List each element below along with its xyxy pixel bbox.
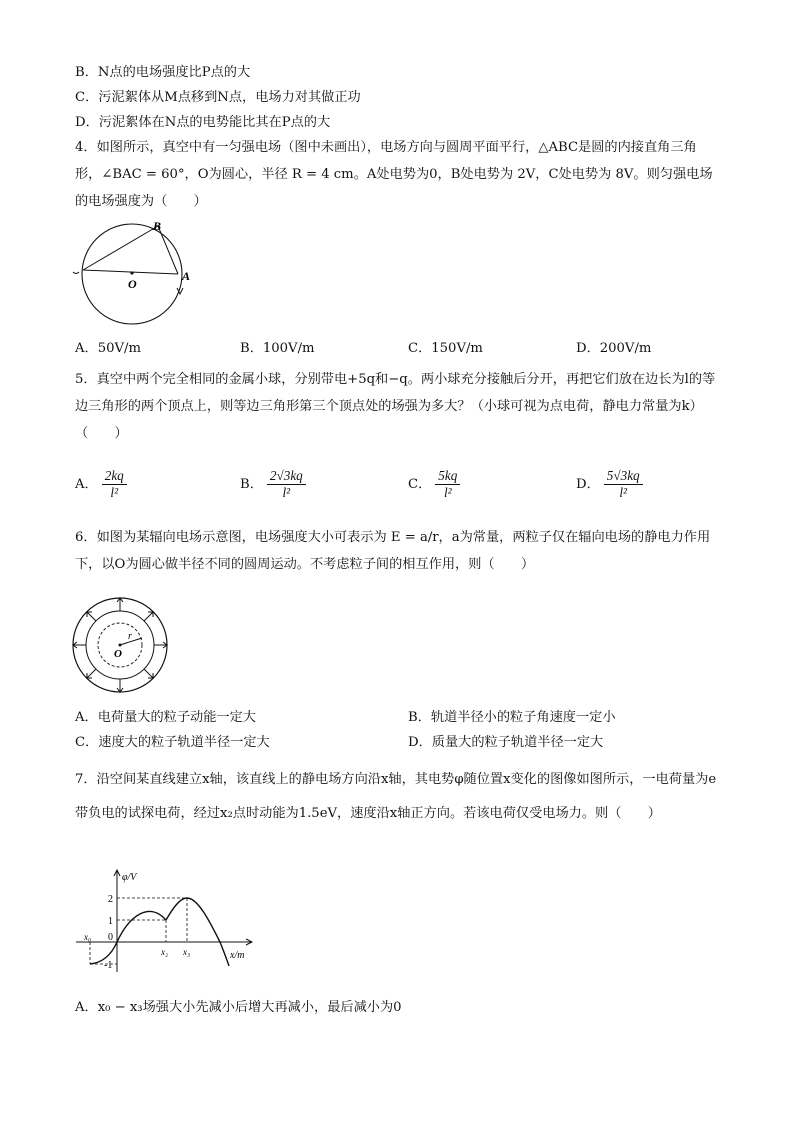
- q4-small-mark: [73, 272, 79, 274]
- q5-option-d: D． $\frac{5√3kq}{\text{l²}}$: [576, 468, 643, 501]
- q7-xtick-x0: x₀: [84, 932, 92, 942]
- q3-option-c: C．污泥絮体从M点移到N点，电场力对其做正功: [75, 90, 361, 105]
- q4-question-text: 4．如图所示，真空中有一匀强电场（图中未画出），电场方向与圆周平面平行，△ABC是圆的内接直角三角形，∠BAC = 60°，O为圆心，半径 R = 4 cm。A处电势为0，B处电势为 2V，C处电势为 8V。则匀强电场的电场强度为（ ）: [75, 140, 713, 209]
- q7-x-label: x/m: [230, 950, 245, 961]
- q4-option-c: C．150V/m: [408, 341, 483, 356]
- q6-label-o: O: [114, 648, 122, 660]
- q7-xtick-x2: x₂: [161, 947, 169, 957]
- q7-xtick-x3: x₃: [183, 947, 191, 957]
- q4-option-b: B．100V/m: [240, 341, 315, 356]
- q7-ytick-2: 2: [108, 894, 113, 905]
- q6-option-c: C．速度大的粒子轨道半径一定大: [75, 735, 270, 750]
- q6-center-dot: [119, 644, 122, 647]
- q3-option-d: D．污泥絮体在N点的电势能比其在P点的大: [75, 115, 331, 130]
- q6-option-d: D．质量大的粒子轨道半径一定大: [408, 735, 604, 750]
- q6-option-a: A．电荷量大的粒子动能一定大: [75, 710, 256, 725]
- q7-y-label: φ/V: [122, 872, 137, 883]
- q6-label-r: r: [128, 631, 132, 642]
- q6-option-b: B．轨道半径小的粒子角速度一定小: [408, 710, 616, 725]
- q6-radial-field-figure: [70, 595, 170, 695]
- q7-ytick-0: 0: [108, 932, 113, 943]
- q7-ytick-1: 1: [108, 916, 113, 927]
- q7-ytick-m1: -1: [104, 960, 113, 971]
- q4-circle-figure: [70, 218, 200, 330]
- q4-center-dot: [130, 271, 133, 274]
- q7-potential-chart: [70, 862, 260, 977]
- q5-option-c: C． $\frac{5kq}{\text{l²}}$: [408, 468, 460, 501]
- q4-label-a: A: [182, 269, 191, 283]
- q5-question-text: 5．真空中两个完全相同的金属小球，分别带电+5q和−q。两小球充分接触后分开，再把它们放在边长为l的等边三角形的两个顶点上，则等边三角形第三个顶点处的场强为多大？（小球可视为点电荷，静电力常量为k）（ ）: [75, 372, 716, 441]
- q5-option-a: A． $\frac{2kq}{\text{l²}}$: [75, 468, 127, 501]
- q5-option-b: B． $\frac{2√3kq}{\text{l²}}$: [240, 468, 306, 501]
- q4-label-b: B: [153, 219, 162, 233]
- q4-side-cb: [83, 226, 158, 270]
- q3-option-b: B．N点的电场强度比P点的大: [75, 65, 251, 80]
- q7-option-a: A．x₀ − x₃场强大小先减小后增大再减小，最后减小为0: [75, 1000, 402, 1015]
- q4-option-d: D．200V/m: [576, 341, 652, 356]
- q4-option-a: A．50V/m: [75, 341, 141, 356]
- q6-question-text: 6．如图为某辐向电场示意图，电场强度大小可表示为 E = a/r，a为常量，两粒子仅在辐向电场的静电力作用下，以O为圆心做半径不同的圆周运动。不考虑粒子间的相互作用，则（ ）: [75, 530, 711, 572]
- q4-side-ba: [158, 226, 178, 274]
- q4-label-o: O: [128, 277, 137, 291]
- q7-question-text: 7．沿空间某直线建立x轴，该直线上的静电场方向沿x轴，其电势φ随位置x变化的图像如图所示，一电荷量为e带负电的试探电荷，经过x₂点时动能为1.5eV，速度沿x轴正方向。若该电荷仅受电场力。则（ ）: [75, 772, 717, 821]
